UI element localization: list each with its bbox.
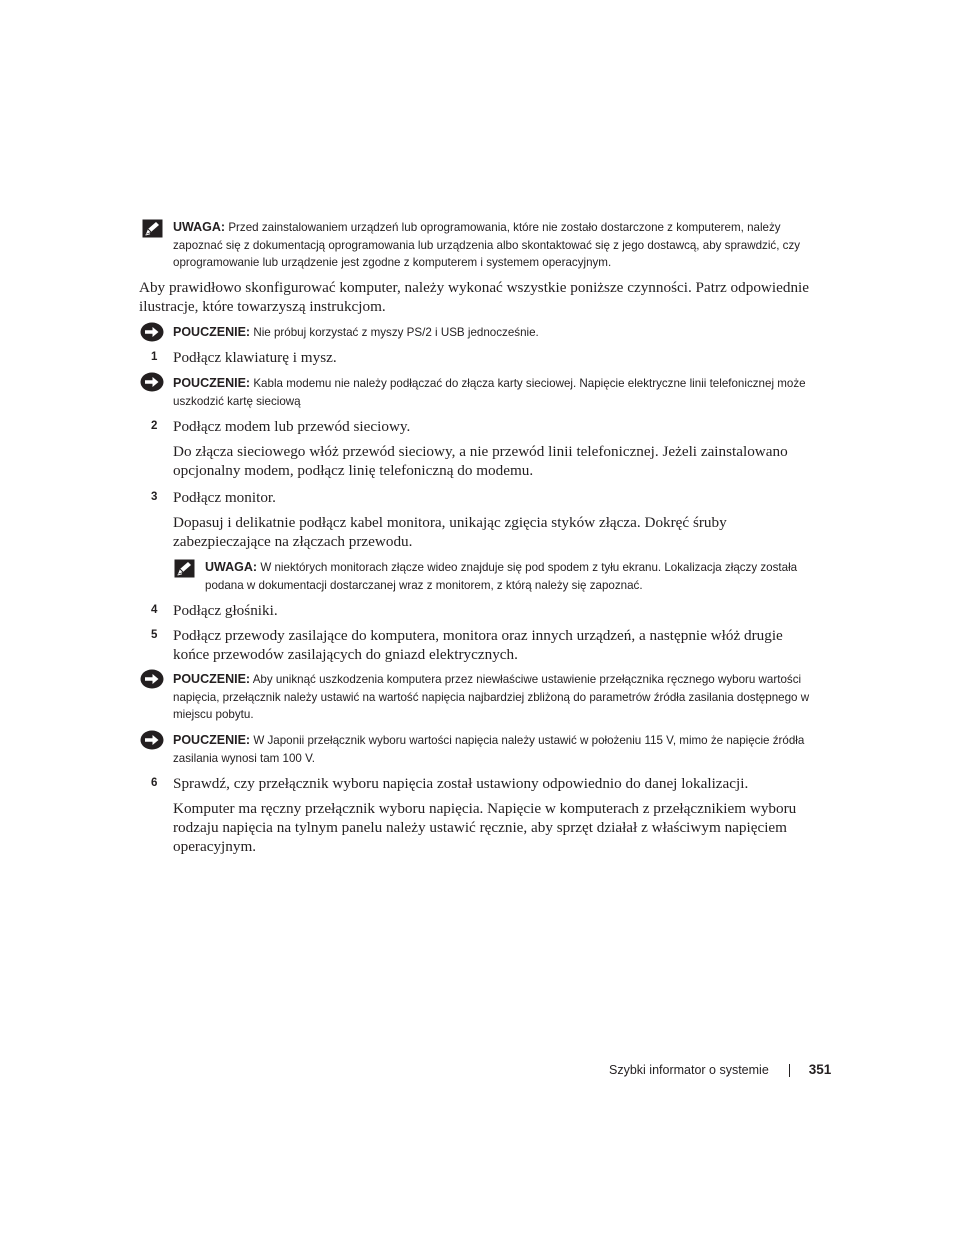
notice-arrow-icon — [140, 669, 164, 694]
step-text: Podłącz głośniki. — [173, 602, 278, 619]
step-detail: Komputer ma ręczny przełącznik wyboru napięcia. Napięcie w komputerach z przełącznikiem wyboru rodzaju napięcia na tylnym panelu należy ustawić ręcznie, aby sprzęt działał z właściwym napięciem operacyjnym. — [173, 800, 797, 855]
note-uwaga-2 — [205, 559, 818, 594]
notice-pouczenie-4 — [173, 732, 818, 767]
notice-arrow-icon — [140, 322, 164, 347]
notice-text: Aby uniknąć uszkodzenia komputera przez niewłaściwe ustawienie przełącznika ręcznego wyboru wartości napięcia, przełącznik należy ustawić na wartość napięcia najbardziej zbliżoną do parametrów źródła zasilania dostępnego w miejscu pobytu. — [173, 673, 810, 721]
note-pencil-icon — [174, 559, 195, 583]
notice-label: POUCZENIE: — [173, 376, 251, 390]
notice-pouczenie-1 — [173, 324, 818, 342]
notice-arrow-icon — [140, 730, 164, 755]
footer-divider — [789, 1064, 790, 1077]
notice-label: POUCZENIE: — [173, 733, 251, 747]
notice-pouczenie-3 — [173, 671, 818, 724]
footer-section-title: Szybki informator o systemie — [609, 1063, 769, 1077]
page-footer — [609, 1061, 831, 1079]
step-text: Sprawdź, czy przełącznik wyboru napięcia został ustawiony odpowiednio do danej lokalizacji. — [173, 775, 749, 792]
step-text: Podłącz monitor. — [173, 489, 276, 506]
notice-label: POUCZENIE: — [173, 325, 251, 339]
note-label: UWAGA: — [173, 220, 226, 234]
step-text: Podłącz przewody zasilające do komputera, monitora oraz innych urządzeń, a następnie włóż drugie końce przewodów zasilających do gniazd elektrycznych. — [173, 627, 783, 663]
notice-text: W Japonii przełącznik wyboru wartości napięcia należy ustawić w położeniu 115 V, mimo że napięcie źródła zasilania wynosi tam 100 V. — [173, 734, 805, 765]
step-detail: Do złącza sieciowego włóż przewód sieciowy, a nie przewód linii telefonicznej. Jeżeli zainstalowano opcjonalny modem, podłącz linię telefoniczną do modemu. — [173, 443, 788, 479]
page-number: 351 — [808, 1062, 832, 1077]
step-number: 3 — [151, 491, 158, 503]
notice-text: Kabla modemu nie należy podłączać do złącza karty sieciowej. Napięcie elektryczne linii telefonicznej może uszkodzić kartę sieciową — [173, 377, 806, 408]
step-text: Podłącz modem lub przewód sieciowy. — [173, 418, 411, 435]
notice-text: Nie próbuj korzystać z myszy PS/2 i USB jednocześnie. — [253, 326, 539, 339]
notice-pouczenie-2 — [173, 375, 818, 410]
step-number: 5 — [151, 629, 158, 641]
step-number: 4 — [151, 604, 158, 616]
note-text: W niektórych monitorach złącze wideo znajduje się pod spodem z tyłu ekranu. Lokalizacja złączy została podana w dokumentacji dostarczanej wraz z monitorem, z którą należy się zapoznać. — [205, 561, 798, 592]
step-text: Podłącz klawiaturę i mysz. — [173, 349, 337, 366]
notice-label: POUCZENIE: — [173, 672, 251, 686]
note-text: Przed zainstalowaniem urządzeń lub oprogramowania, które nie zostało dostarczone z komputerem, należy zapoznać się z dokumentacją oprogramowania lub urządzenia albo skontaktować się z jego dostawcą, aby sprawdzić, czy oprogramowanie lub urządzenie jest zgodne z komputerem i systemem operacyjnym. — [173, 221, 801, 269]
step-number: 6 — [151, 777, 158, 789]
note-label: UWAGA: — [205, 560, 258, 574]
step-number: 2 — [151, 420, 158, 432]
step-detail: Dopasuj i delikatnie podłącz kabel monitora, unikając zgięcia styków złącza. Dokręć śruby zabezpieczające na złączach przewodu. — [173, 514, 727, 550]
notice-arrow-icon — [140, 372, 164, 397]
note-pencil-icon — [142, 219, 163, 243]
note-uwaga-1 — [173, 219, 818, 272]
intro-paragraph: Aby prawidłowo skonfigurować komputer, należy wykonać wszystkie poniższe czynności. Patrz odpowiednie ilustracje, które towarzyszą instrukcjom. — [139, 279, 809, 315]
step-number: 1 — [151, 351, 158, 363]
